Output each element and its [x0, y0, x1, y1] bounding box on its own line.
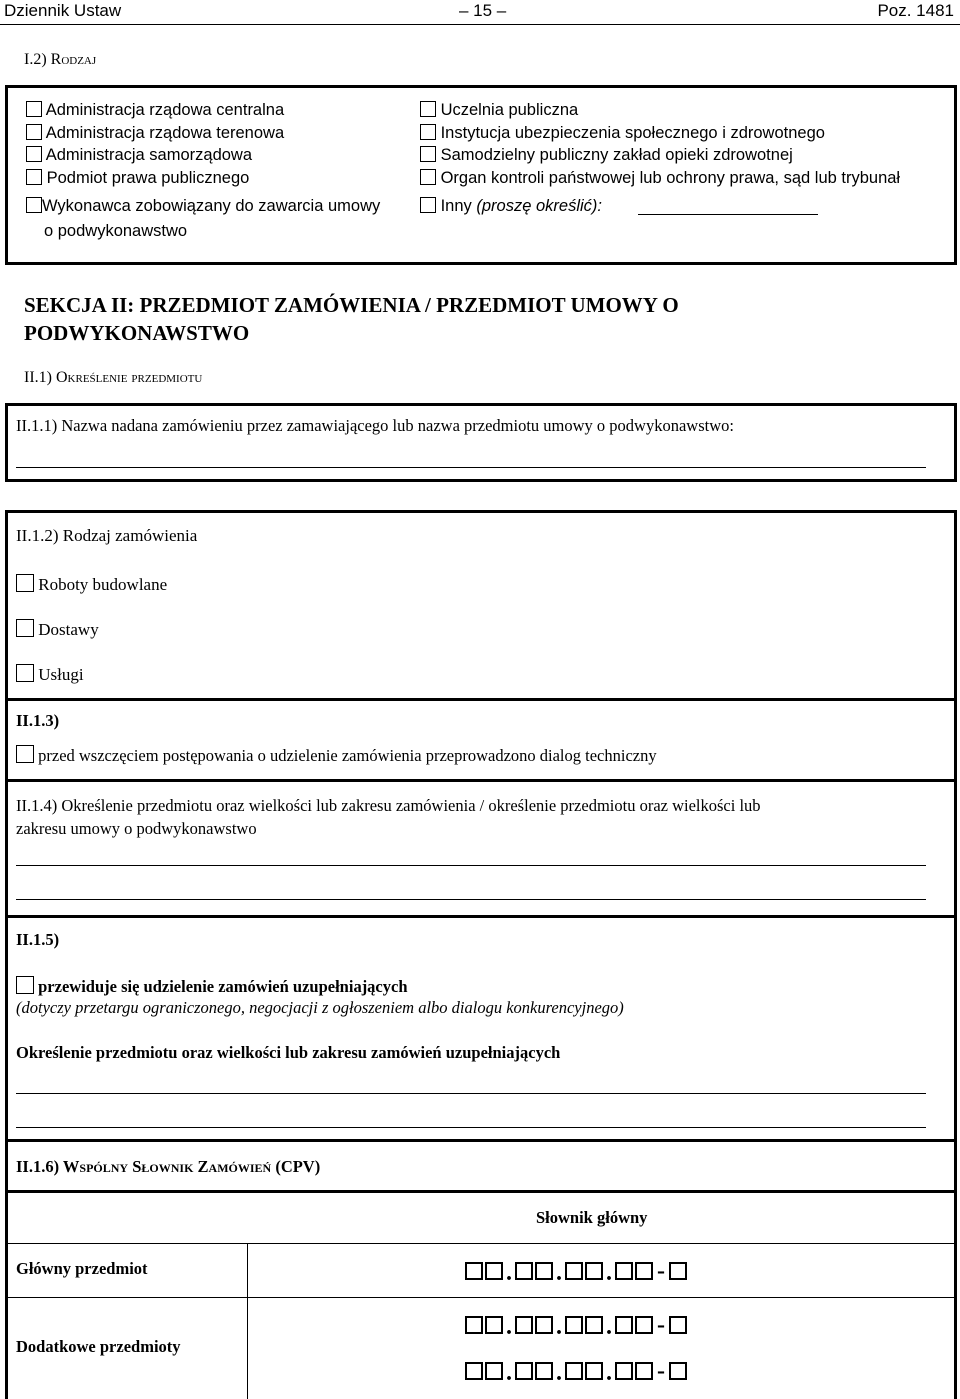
contract-name-box — [5, 403, 957, 482]
supplementary-orders-label: II.1.5) — [16, 930, 60, 949]
other-entity-input-line[interactable] — [638, 214, 818, 215]
entity-option-5-continuation: o podwykonawstwo — [44, 222, 188, 240]
cpv-table-divider — [5, 1243, 957, 1244]
order-type-label: II.1.2) Rodzaj zamówienia — [16, 526, 198, 545]
cpv-main-code-field[interactable]: . . . - — [465, 1262, 689, 1280]
divider — [5, 779, 957, 782]
checkbox[interactable] — [420, 101, 436, 117]
cpv-table-divider — [5, 1297, 957, 1298]
cpv-additional-code-field-1[interactable]: . . . - — [465, 1316, 689, 1334]
supplementary-scope-label: Określenie przedmiotu oraz wielkości lub zakresu zamówień uzupełniających — [16, 1043, 561, 1062]
contract-name-label: II.1.1) Nazwa nadana zamówieniu przez zamawiającego lub nazwa przedmiotu umowy o podwykonawstwo: — [16, 416, 734, 435]
order-type-services[interactable]: Usługi — [16, 664, 84, 685]
section-ii1-title: II.1) Określenie przedmiotu — [24, 369, 203, 386]
entity-option-8[interactable]: Samodzielny publiczny zakład opieki zdrowotnej — [420, 144, 793, 167]
section-ii-title: SEKCJA II: PRZEDMIOT ZAMÓWIENIA / PRZEDMIOT UMOWY O PODWYKONAWSTWO — [24, 293, 679, 345]
cpv-additional-subjects-label: Dodatkowe przedmioty — [16, 1337, 181, 1356]
entity-option-1[interactable]: Administracja rządowa centralna — [26, 99, 284, 122]
checkbox[interactable] — [16, 664, 34, 682]
supplementary-orders-option[interactable]: przewiduje się udzielenie zamówień uzupełniających — [16, 976, 408, 997]
checkbox[interactable] — [26, 169, 42, 185]
divider — [5, 915, 957, 918]
entity-option-4[interactable]: Podmiot prawa publicznego — [26, 167, 249, 190]
subject-scope-input-line-2[interactable] — [16, 899, 926, 900]
divider — [5, 1139, 957, 1142]
checkbox[interactable] — [420, 169, 436, 185]
entity-option-3[interactable]: Administracja samorządowa — [26, 144, 252, 167]
position-number: Poz. 1481 — [877, 1, 954, 20]
checkbox[interactable] — [16, 745, 34, 763]
divider — [5, 698, 957, 701]
checkbox[interactable] — [26, 101, 42, 117]
entity-option-2[interactable]: Administracja rządowa terenowa — [26, 122, 284, 145]
divider — [5, 1190, 957, 1193]
section-i2-title: I.2) Rodzaj — [24, 51, 97, 68]
supplementary-scope-input-line-2[interactable] — [16, 1127, 926, 1128]
entity-option-other[interactable]: Inny (proszę określić): — [420, 195, 602, 218]
supplementary-scope-input-line-1[interactable] — [16, 1093, 926, 1094]
subject-scope-label: II.1.4) Określenie przedmiotu oraz wielkości lub zakresu zamówienia / określenie przedmiotu oraz wielkości lub zakresu umowy o podwykonawstwo — [16, 796, 761, 838]
order-type-supplies[interactable]: Dostawy — [16, 619, 99, 640]
subject-scope-input-line-1[interactable] — [16, 865, 926, 866]
order-type-works[interactable]: Roboty budowlane — [16, 574, 167, 595]
cpv-main-subject-label: Główny przedmiot — [16, 1259, 148, 1278]
entity-option-6[interactable]: Uczelnia publiczna — [420, 99, 578, 122]
checkbox[interactable] — [26, 146, 42, 162]
journal-name: Dziennik Ustaw — [4, 1, 122, 20]
cpv-main-dictionary-header: Słownik główny — [536, 1208, 648, 1227]
checkbox[interactable] — [26, 197, 42, 213]
cpv-additional-code-field-2[interactable]: . . . - — [465, 1362, 689, 1380]
checkbox[interactable] — [16, 976, 34, 994]
checkbox[interactable] — [26, 124, 42, 140]
technical-dialog-option[interactable]: przed wszczęciem postępowania o udzielenie zamówienia przeprowadzono dialog techniczny — [16, 745, 657, 766]
checkbox[interactable] — [420, 197, 436, 213]
page-number: – 15 – — [459, 1, 507, 20]
entity-option-9[interactable]: Organ kontroli państwowej lub ochrony prawa, sąd lub trybunał — [420, 167, 900, 190]
entity-option-5[interactable]: Wykonawca zobowiązany do zawarcia umowy — [26, 195, 380, 218]
contract-name-input-line[interactable] — [16, 467, 926, 468]
checkbox[interactable] — [16, 574, 34, 592]
cpv-table-vertical-divider — [247, 1243, 248, 1399]
checkbox[interactable] — [420, 146, 436, 162]
checkbox[interactable] — [16, 619, 34, 637]
technical-dialog-label: II.1.3) — [16, 711, 60, 730]
page-header — [0, 0, 960, 25]
entity-option-7[interactable]: Instytucja ubezpieczenia społecznego i zdrowotnego — [420, 122, 825, 145]
cpv-section-label: II.1.6) Wspólny Słownik Zamówień (CPV) — [16, 1157, 321, 1176]
supplementary-orders-note: (dotyczy przetargu ograniczonego, negocjacji z ogłoszeniem albo dialogu konkurencyjnego) — [16, 998, 624, 1017]
checkbox[interactable] — [420, 124, 436, 140]
